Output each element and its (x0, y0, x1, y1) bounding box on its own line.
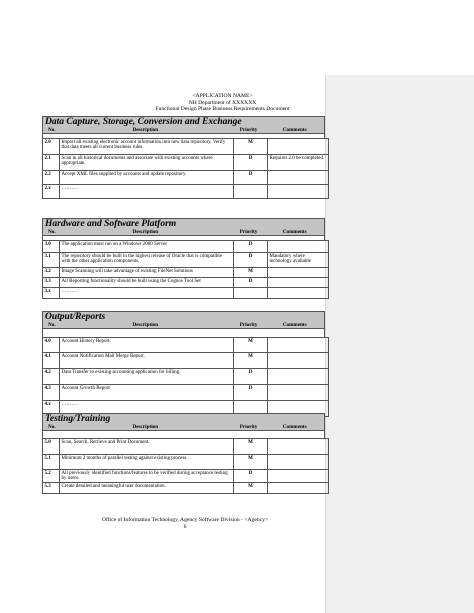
req-description: Account History Report. (60, 338, 234, 353)
req-priority: D (234, 155, 268, 171)
comments-side-panel (325, 75, 474, 613)
req-description: Minimum 2 months of parallel testing against existing process. (60, 455, 234, 470)
req-description: Image Scanning will take advantage of existing FileNet Solutions (60, 268, 234, 278)
req-comments (268, 338, 329, 353)
req-priority: M (234, 338, 268, 353)
req-priority: D (234, 253, 268, 268)
req-description: Account Notification Mail Merge Report. (60, 353, 234, 369)
req-description: Account Growth Report (60, 385, 234, 401)
page-number: 6 (183, 523, 187, 530)
section-title: Testing/Training (45, 414, 111, 424)
table-row (43, 268, 329, 278)
req-number: 2.2 (43, 171, 60, 185)
req-description: Create detailed and meaningful user documentation. (60, 483, 234, 494)
req-comments: Requires 2.0 be completed. (268, 155, 329, 171)
table-row (43, 353, 329, 369)
req-comments (268, 470, 329, 483)
req-number: 3.0 (43, 241, 60, 253)
table-row (43, 171, 329, 185)
req-comments: Mandatory where technology available (268, 253, 329, 268)
req-description: Data Transfer to existing accounting application for billing. (60, 369, 234, 385)
table-row (43, 278, 329, 288)
req-description: The application must run on a Windows 2000 Server (60, 241, 234, 253)
requirements-table (42, 337, 329, 417)
req-number: 4.3 (43, 385, 60, 401)
table-row (43, 338, 329, 353)
page-header (120, 93, 325, 113)
req-number: 3.3 (43, 278, 60, 288)
req-number: 2.x (43, 185, 60, 199)
document-title: Functional Design Phase Business Requirements Document (155, 106, 290, 113)
section-data-capture (42, 116, 325, 199)
table-row (43, 253, 329, 268)
req-description: Scan in all historical documents and associate with existing accounts where appropriate. (60, 155, 234, 171)
section-title: Hardware and Software Platform (45, 219, 177, 229)
column-header-comments: Comments (282, 424, 307, 430)
column-header-comments: Comments (282, 127, 307, 133)
req-comments (268, 268, 329, 278)
column-header-priority: Priority (239, 229, 258, 235)
req-number: 3.2 (43, 268, 60, 278)
req-comments (268, 439, 329, 455)
req-description: Import all existing electronic account information into new data repository. Verify that data meets all current business rules. (60, 139, 234, 155)
req-description: Accept XML files supplied by accounts and update repository. (60, 171, 234, 185)
column-header-description: Description (132, 229, 159, 235)
column-header-priority: Priority (239, 322, 258, 328)
column-header-no: No. (48, 229, 56, 235)
column-header-no: No. (48, 424, 56, 430)
column-header-description: Description (132, 424, 159, 430)
table-row (43, 455, 329, 470)
req-comments (268, 288, 329, 299)
table-row (43, 139, 329, 155)
column-header-priority: Priority (239, 424, 258, 430)
column-header-comments: Comments (282, 322, 307, 328)
req-number: 5.2 (43, 470, 60, 483)
footer-office: Office of Information Technology, Agency Software Division - <Agency> (101, 517, 269, 523)
column-header-comments: Comments (282, 229, 307, 235)
req-priority: M (234, 353, 268, 369)
req-comments (268, 369, 329, 385)
table-row (43, 185, 329, 199)
req-priority: M (234, 439, 268, 455)
req-priority: M (234, 483, 268, 494)
req-description: ………. (60, 401, 234, 417)
req-description: Scan, Search, Retrieve and Print Document. (60, 439, 234, 455)
req-priority: D (234, 278, 268, 288)
column-header-priority: Priority (239, 127, 258, 133)
req-number: 4.0 (43, 338, 60, 353)
requirements-table (42, 438, 329, 494)
section-hardware-software (42, 218, 325, 299)
req-number: 4.1 (43, 353, 60, 369)
department-name: NH Department of XXXXXX (188, 99, 257, 106)
req-priority: D (234, 241, 268, 253)
table-row (43, 439, 329, 455)
req-priority: D (234, 470, 268, 483)
section-testing-training (42, 413, 325, 494)
req-comments (268, 278, 329, 288)
column-header-description: Description (132, 322, 159, 328)
req-number: 3.x (43, 288, 60, 299)
req-comments (268, 455, 329, 470)
req-comments (268, 483, 329, 494)
req-description: ………. (60, 185, 234, 199)
req-priority: M (234, 139, 268, 155)
table-row (43, 288, 329, 299)
table-row (43, 369, 329, 385)
section-output-reports (42, 311, 325, 417)
column-header-no: No. (48, 322, 56, 328)
req-priority: D (234, 385, 268, 401)
req-priority: D (234, 171, 268, 185)
section-title: Output/Reports (45, 312, 106, 322)
req-comments (268, 241, 329, 253)
table-row (43, 385, 329, 401)
req-description: The repository should be built in the highest release of Oracle that is compatible with the other application components. (60, 253, 234, 268)
column-header-description: Description (132, 127, 159, 133)
req-priority: D (234, 369, 268, 385)
req-priority (234, 185, 268, 199)
req-priority: M (234, 455, 268, 470)
req-comments (268, 171, 329, 185)
req-description: ………. (60, 288, 234, 299)
table-row (43, 241, 329, 253)
req-number: 5.1 (43, 455, 60, 470)
req-priority: M (234, 268, 268, 278)
application-name: <APPLICATION NAME> (192, 93, 253, 99)
req-number: 4.x (43, 401, 60, 417)
req-description: All previously identified functions/features to be verified during acceptance testing by users. (60, 470, 234, 483)
req-description: All Reporting functionality should be built using the Cognos Tool Set (60, 278, 234, 288)
req-number: 5.0 (43, 439, 60, 455)
table-row (43, 155, 329, 171)
req-comments (268, 385, 329, 401)
table-row (43, 483, 329, 494)
req-number: 5.3 (43, 483, 60, 494)
req-comments (268, 353, 329, 369)
req-number: 4.2 (43, 369, 60, 385)
table-row (43, 470, 329, 483)
req-comments (268, 139, 329, 155)
req-number: 2.1 (43, 155, 60, 171)
page-footer (70, 517, 300, 530)
requirements-table (42, 240, 329, 299)
req-comments (268, 185, 329, 199)
column-header-no: No. (48, 127, 56, 133)
req-number: 3.1 (43, 253, 60, 268)
requirements-table (42, 138, 329, 199)
section-title: Data Capture, Storage, Conversion and Exchange (45, 117, 242, 127)
req-priority (234, 288, 268, 299)
req-number: 2.0 (43, 139, 60, 155)
